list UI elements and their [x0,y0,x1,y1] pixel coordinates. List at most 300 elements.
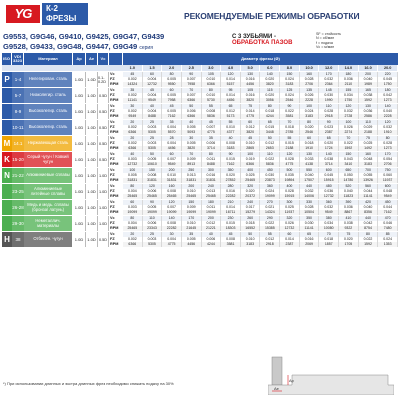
value-cell: 0.024 [300,109,320,114]
value-cell: 3820 [241,98,261,103]
value-cell: 65 [300,232,320,237]
value-cell: 80 [202,152,222,157]
value-cell: 0.016 [300,237,320,242]
value-cell: 6366 [182,98,202,103]
value-cell: 5157 [221,82,241,87]
product-label: ФРЕЗЫ [46,14,77,23]
values-block [123,232,398,247]
vdi-cell: 23-25 [12,184,24,199]
param-label: Vc [110,104,115,108]
value-cell: 0.034 [319,221,339,226]
value-cell: 10080 [319,226,339,231]
value-cell: 25465 [241,178,261,183]
value-cell: 0.048 [359,157,379,162]
value-cell: 0.015 [221,221,241,226]
value-cell: 1273 [378,146,398,151]
value-cell: 23873 [260,178,280,183]
value-cell: 115 [260,88,280,93]
value-cell: 130 [241,72,261,77]
value-cell: 440 [300,184,320,189]
values-block [123,72,398,87]
value-cell: 0.021 [260,205,280,210]
value-cell: 0.006 [202,237,222,242]
value-cell: 80 [378,136,398,141]
value-cell: 6366 [123,146,143,151]
value-cell: 470 [378,216,398,221]
param-labels [109,136,123,151]
vdi-cell: 1-4 [12,72,24,87]
diameter-header-cell: 12.0 [319,65,339,71]
table-row [123,242,398,247]
value-cell: 390 [339,200,359,205]
material-group [2,88,398,104]
value-cell: 2387 [319,130,339,135]
value-cell: 65 [221,104,241,109]
value-cell: 11937 [378,178,398,183]
vc-cell: 0.5D [98,104,109,119]
value-cell: 5836 [260,162,280,167]
value-cell: 2110 [339,82,359,87]
value-cell: 0.010 [162,173,182,178]
value-cell: 0.036 [339,77,359,82]
iso-cell [2,216,12,231]
product-box [42,3,88,25]
iso-cell: M [2,136,12,151]
value-cell: 80 [123,184,143,189]
value-cell: 0.007 [202,125,222,130]
value-cell: 0.008 [221,141,241,146]
param-label: RPM [110,98,119,102]
diameter-header-cell: 14.0 [339,65,359,71]
value-cell: 31831 [143,178,163,183]
value-cell: 9549 [162,162,182,167]
value-cell: 0.022 [260,157,280,162]
value-cell: 5836 [202,114,222,119]
value-cell: 5173 [221,114,241,119]
values-block [123,216,398,231]
material-cell: Медь и медь. сплавы (бронза/ латунь) [24,200,73,215]
param-labels [109,216,123,231]
value-cell: 8356 [359,210,379,215]
vdi-cell: 38 [12,232,24,247]
value-cell: 75 [359,136,379,141]
value-cell: 25465 [182,194,202,199]
value-cell: 11823 [339,194,359,199]
param-label: FZ [110,221,115,225]
value-cell: 400 [280,184,300,189]
value-cell: 0.004 [123,221,143,226]
header [0,0,400,27]
value-cell: 31831 [182,178,202,183]
value-cell: 31831 [202,178,222,183]
diameter-title: Диаметр фрезы (Ø) [241,56,280,61]
material-cell: Высоколегир. сталь [24,104,73,119]
ae-cell: 1.0D [86,216,98,231]
value-cell: 250 [182,168,202,173]
value-cell: 22282 [162,226,182,231]
ap-cell: 1.0D [73,232,86,247]
param-label: FZ [110,77,115,81]
value-cell: 110 [319,104,339,109]
value-cell: 25465 [162,194,182,199]
value-cell: 19099 [143,210,163,215]
value-cell: 19894 [280,178,300,183]
iso-cell: P [2,72,12,87]
table-row [123,162,398,167]
value-cell: 6366 [182,114,202,119]
value-cell: 290 [260,216,280,221]
value-cell: 90 [280,104,300,109]
value-cell: 105 [241,88,261,93]
value-cell: 300 [202,168,222,173]
iso-cell [2,88,12,103]
value-cell: 35 [162,120,182,125]
value-cell: 0.018 [260,109,280,114]
value-cell: 180 [202,200,222,205]
value-cell: 15915 [280,194,300,199]
value-cell: 0.022 [260,221,280,226]
value-cell: 2069 [300,242,320,247]
value-cell: 3183 [221,146,241,151]
col-ae: Ae [86,53,98,65]
value-cell: 0.005 [162,77,182,82]
value-cell: 14324 [260,210,280,215]
param-labels [109,184,123,199]
vc-cell: 0.1-0.2D [98,72,109,87]
value-cell: 4775 [280,162,300,167]
grade-suffix: серия [139,45,153,51]
value-cell: 0.002 [123,109,143,114]
value-cell: 25 [143,120,163,125]
value-cell: 31831 [162,178,182,183]
ap-cell: 1.0D [73,152,86,167]
param-labels [109,200,123,215]
value-cell: 0.038 [339,221,359,226]
value-cell: 120 [378,120,398,125]
col-diameter [123,53,398,65]
value-cell: 55 [260,232,280,237]
vdi-cell: 26-28 [12,200,24,215]
value-cell: 15279 [241,210,261,215]
value-cell: 0.028 [280,189,300,194]
param-label: RPM [110,242,119,246]
value-cell: 0.003 [123,205,143,210]
value-cell: 3714 [202,146,222,151]
value-cell: 0.009 [182,205,202,210]
value-cell: 0.040 [359,77,379,82]
value-cell: 30 [123,104,143,109]
material-group [2,168,398,184]
legend-notes [316,32,341,49]
value-cell: 160 [359,152,379,157]
value-cell: 230 [221,216,241,221]
ap-cell: 1.0D [73,72,86,87]
value-cell: 55 [221,120,241,125]
value-cell: 0.030 [319,93,339,98]
vc-cell: 0.5D [98,120,109,135]
value-cell: 0.004 [123,189,143,194]
value-cell: 140 [260,72,280,77]
value-cell: 45 [202,120,222,125]
value-cell: 4244 [260,114,280,119]
value-cell: 330 [300,200,320,205]
value-cell: 0.010 [182,189,202,194]
value-cell: 0.002 [123,125,143,130]
value-cell: 0.038 [359,93,379,98]
iso-cell [2,120,12,135]
value-cell: 240 [241,200,261,205]
value-cell: 0.005 [182,125,202,130]
value-cell: 80 [260,104,280,109]
param-label: Vc [110,152,115,156]
value-cell: 1492 [359,146,379,151]
value-cell: 0.020 [260,93,280,98]
value-cell: 8867 [339,210,359,215]
value-cell: 0.007 [162,157,182,162]
table-row [123,130,398,135]
value-cell: 0.040 [378,109,398,114]
value-cell: 0.013 [182,173,202,178]
vdi-cell: 29-30 [12,216,24,231]
param-label: Vc [110,120,115,124]
value-cell: 125 [280,88,300,93]
value-cell: 0.020 [221,173,241,178]
values-block [123,88,398,103]
value-cell: 2653 [260,146,280,151]
value-cell: 1910 [300,146,320,151]
value-cell: 450 [260,168,280,173]
value-cell: 0.032 [378,125,398,130]
value-cell: 1750 [339,98,359,103]
value-cell: 0.004 [162,237,182,242]
value-cell: 2188 [359,130,379,135]
value-cell: 6366 [241,162,261,167]
value-cell: 9549 [143,98,163,103]
value-cell: 180 [339,72,359,77]
value-cell: 80 [359,232,379,237]
value-cell: 65 [319,136,339,141]
grade-list [3,32,223,53]
value-cell: 0.005 [182,141,202,146]
page-title: РЕКОМЕНДУЕМЫЕ РЕЖИМЫ ОБРАБОТКИ [184,11,360,21]
diameter-header-cell: 3.0 [202,65,222,71]
material-cell: Высоколегир. сталь [24,120,73,135]
value-cell: 1750 [378,82,398,87]
value-cell: 120 [339,104,359,109]
value-cell: 15385 [260,226,280,231]
value-cell: 25465 [143,194,163,199]
ae-label: Ae [274,386,279,391]
value-cell: 120 [143,184,163,189]
value-cell: 55 [280,136,300,141]
values-block [123,136,398,151]
value-cell: 3448 [260,130,280,135]
vdi-cell: 5-7 [12,88,24,103]
value-cell: 100 [241,152,261,157]
value-cell: 5305 [143,130,163,135]
param-label: Vc [110,136,115,140]
value-cell: 0.012 [260,237,280,242]
value-cell: 60 [280,232,300,237]
value-cell: 0.010 [221,125,241,130]
ae-cell: 1.0D [86,72,98,87]
value-cell: 12732 [319,194,339,199]
param-labels [109,104,123,119]
value-cell: 0.018 [319,237,339,242]
value-cell: 0.004 [162,125,182,130]
value-cell: 300 [280,200,300,205]
vc-cell: 0.5D [98,232,109,247]
ap-cell: 1.0D [73,136,86,151]
series-label: К-2 [46,4,58,13]
values-block [123,200,398,215]
param-label: RPM [110,146,119,150]
value-cell: 350 [300,216,320,221]
diameter-header-cell: 1.5 [143,65,163,71]
value-cell: 500 [280,168,300,173]
value-cell: 0.004 [162,141,182,146]
param-label: Vc [110,88,115,92]
value-cell: 0.007 [182,77,202,82]
value-cell: 2546 [280,98,300,103]
diameter-header-cell: 16.0 [359,65,379,71]
section-line-2: ОБРАБОТКА ПАЗОВ [232,40,293,46]
iso-cell [2,104,12,119]
value-cell: 0.028 [378,141,398,146]
param-label: RPM [110,82,119,86]
diameter-header-cell: 2.5 [182,65,202,71]
value-cell: 0.024 [280,93,300,98]
value-cell: 2228 [378,114,398,119]
value-cell: 1724 [319,146,339,151]
value-cell: 25 [143,136,163,141]
value-cell: 28 [162,136,182,141]
value-cell: 100 [339,120,359,125]
value-cell: 20372 [241,194,261,199]
material-group [2,232,398,248]
value-cell: 35 [202,136,222,141]
value-cell: 40 [143,104,163,109]
values-block [123,184,398,199]
value-cell: 420 [359,200,379,205]
value-cell: 2364 [319,82,339,87]
param-label: RPM [110,194,119,198]
value-cell: 450 [378,200,398,205]
value-cell: 0.032 [319,77,339,82]
value-cell: 0.002 [123,77,143,82]
value-cell: 0.014 [221,77,241,82]
value-cell: 0.016 [221,189,241,194]
value-cell: 20 [123,136,143,141]
material-group [2,200,398,216]
value-cell: 1989 [359,82,379,87]
value-cell: 30 [182,136,202,141]
cutter-shape [272,357,282,385]
value-cell: 0.030 [300,221,320,226]
ae-cell: 1.0D [86,168,98,183]
value-cell: 90 [143,200,163,205]
col-vc: Vc [98,53,109,65]
material-group [2,136,398,152]
value-cell: 3820 [182,146,202,151]
param-labels [109,88,123,103]
param-label: FZ [110,173,115,177]
vdi-cell: 8-9 [12,104,24,119]
value-cell: 135 [300,88,320,93]
value-cell: 60 [300,136,320,141]
ap-cell: 1.0D [73,216,86,231]
value-cell: 0.006 [143,221,163,226]
value-cell: 200 [202,216,222,221]
value-cell: 11141 [300,226,320,231]
value-cell: 270 [260,200,280,205]
value-cell: 22282 [221,194,241,199]
value-cell: 210 [221,200,241,205]
value-cell: 0.028 [319,109,339,114]
value-cell: 65 [260,120,280,125]
value-cell: 110 [359,120,379,125]
yg-logo: YG [6,5,40,23]
value-cell: 110 [143,216,163,221]
value-cell: 40 [221,136,241,141]
iso-cell: N [2,168,12,183]
value-cell: 0.014 [221,205,241,210]
value-cell: 480 [319,184,339,189]
value-cell: 160 [300,72,320,77]
value-cell: 0.008 [143,173,163,178]
value-cell: 35 [123,88,143,93]
value-cell: 25465 [202,194,222,199]
diameter-header-cell: 20.0 [378,65,398,71]
param-label: FZ [110,125,115,129]
value-cell: 0.018 [300,141,320,146]
value-cell: 60 [162,152,182,157]
section-line-1: С 3 ЗУБЬЯМИ - [232,34,276,40]
value-cell: 31831 [123,178,143,183]
value-cell: 0.025 [280,205,300,210]
value-cell: 0.020 [300,125,320,130]
value-cell: 0.011 [202,205,222,210]
value-cell: 0.015 [260,125,280,130]
value-cell: 0.042 [359,221,379,226]
value-cell: 0.010 [202,93,222,98]
value-cell: 19099 [123,210,143,215]
value-cell: 14324 [123,82,143,87]
param-label: FZ [110,141,115,145]
value-cell: 0.035 [280,173,300,178]
value-cell: 90 [221,152,241,157]
material-cell: Нелегирован. сталь [24,72,73,87]
value-cell: 0.010 [241,237,261,242]
table-row [123,146,398,151]
value-cell: 20 [123,232,143,237]
value-cell: 200 [162,168,182,173]
value-cell: 3714 [319,162,339,167]
value-cell: 130 [359,104,379,109]
value-cell: 2188 [280,146,300,151]
value-cell: 16552 [241,226,261,231]
value-cell: 0.015 [221,157,241,162]
value-cell: 0.004 [143,77,163,82]
value-cell: 70 [339,136,359,141]
material-cell: Неметаллич. материалы [24,216,73,231]
value-cell: 320 [241,184,261,189]
value-cell: 0.029 [359,125,379,130]
value-cell: 280 [221,184,241,189]
vc-cell: 1.0D [98,200,109,215]
value-cell: 0.010 [241,141,261,146]
ap-cell: 1.0D [73,120,86,135]
